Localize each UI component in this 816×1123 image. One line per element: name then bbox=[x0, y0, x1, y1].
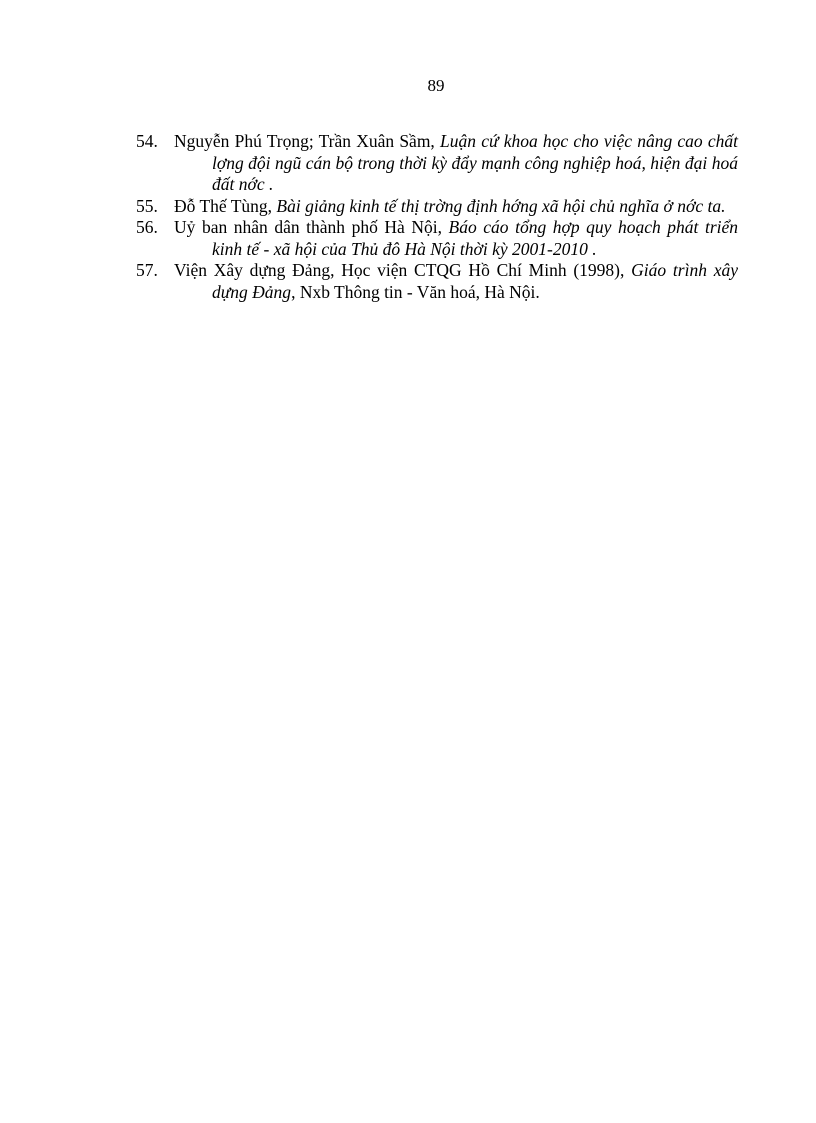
reference-item bbox=[136, 260, 738, 303]
reference-list bbox=[136, 131, 738, 303]
reference-number: 54. bbox=[136, 131, 158, 151]
reference-number: 57. bbox=[136, 260, 158, 280]
reference-authors: Đỗ Thế Tùng, bbox=[174, 195, 277, 216]
reference-item bbox=[136, 217, 738, 260]
reference-number: 56. bbox=[136, 217, 158, 237]
reference-item bbox=[136, 131, 738, 196]
reference-number: 55. bbox=[136, 195, 158, 216]
reference-title: Luận cứ khoa học cho việc nâng cao chất lợng đội ngũ cán bộ trong thời kỳ đẩy mạnh công nghiệp hoá, hiện đại hoá đất nớc . bbox=[212, 131, 738, 194]
reference-title: Giáo trình xây dựng Đảng bbox=[212, 260, 738, 302]
reference-item bbox=[136, 196, 738, 218]
reference-title: Báo cáo tổng hợp quy hoạch phát triển kinh tế - xã hội của Thủ đô Hà Nội thời kỳ 2001-2010 . bbox=[212, 217, 739, 259]
reference-authors: Uỷ ban nhân dân thành phố Hà Nội, bbox=[174, 217, 449, 237]
reference-publisher: , Nxb Thông tin - Văn hoá, Hà Nội. bbox=[291, 281, 540, 302]
reference-authors: Nguyễn Phú Trọng; Trần Xuân Sầm, bbox=[174, 131, 441, 151]
reference-title: Bài giảng kinh tế thị trờng định hớng xã hội chủ nghĩa ở nớc ta. bbox=[276, 195, 726, 216]
page-number: 89 bbox=[427, 76, 445, 95]
reference-authors: Viện Xây dựng Đảng, Học viện CTQG Hồ Chí Minh (1998), bbox=[174, 260, 632, 280]
